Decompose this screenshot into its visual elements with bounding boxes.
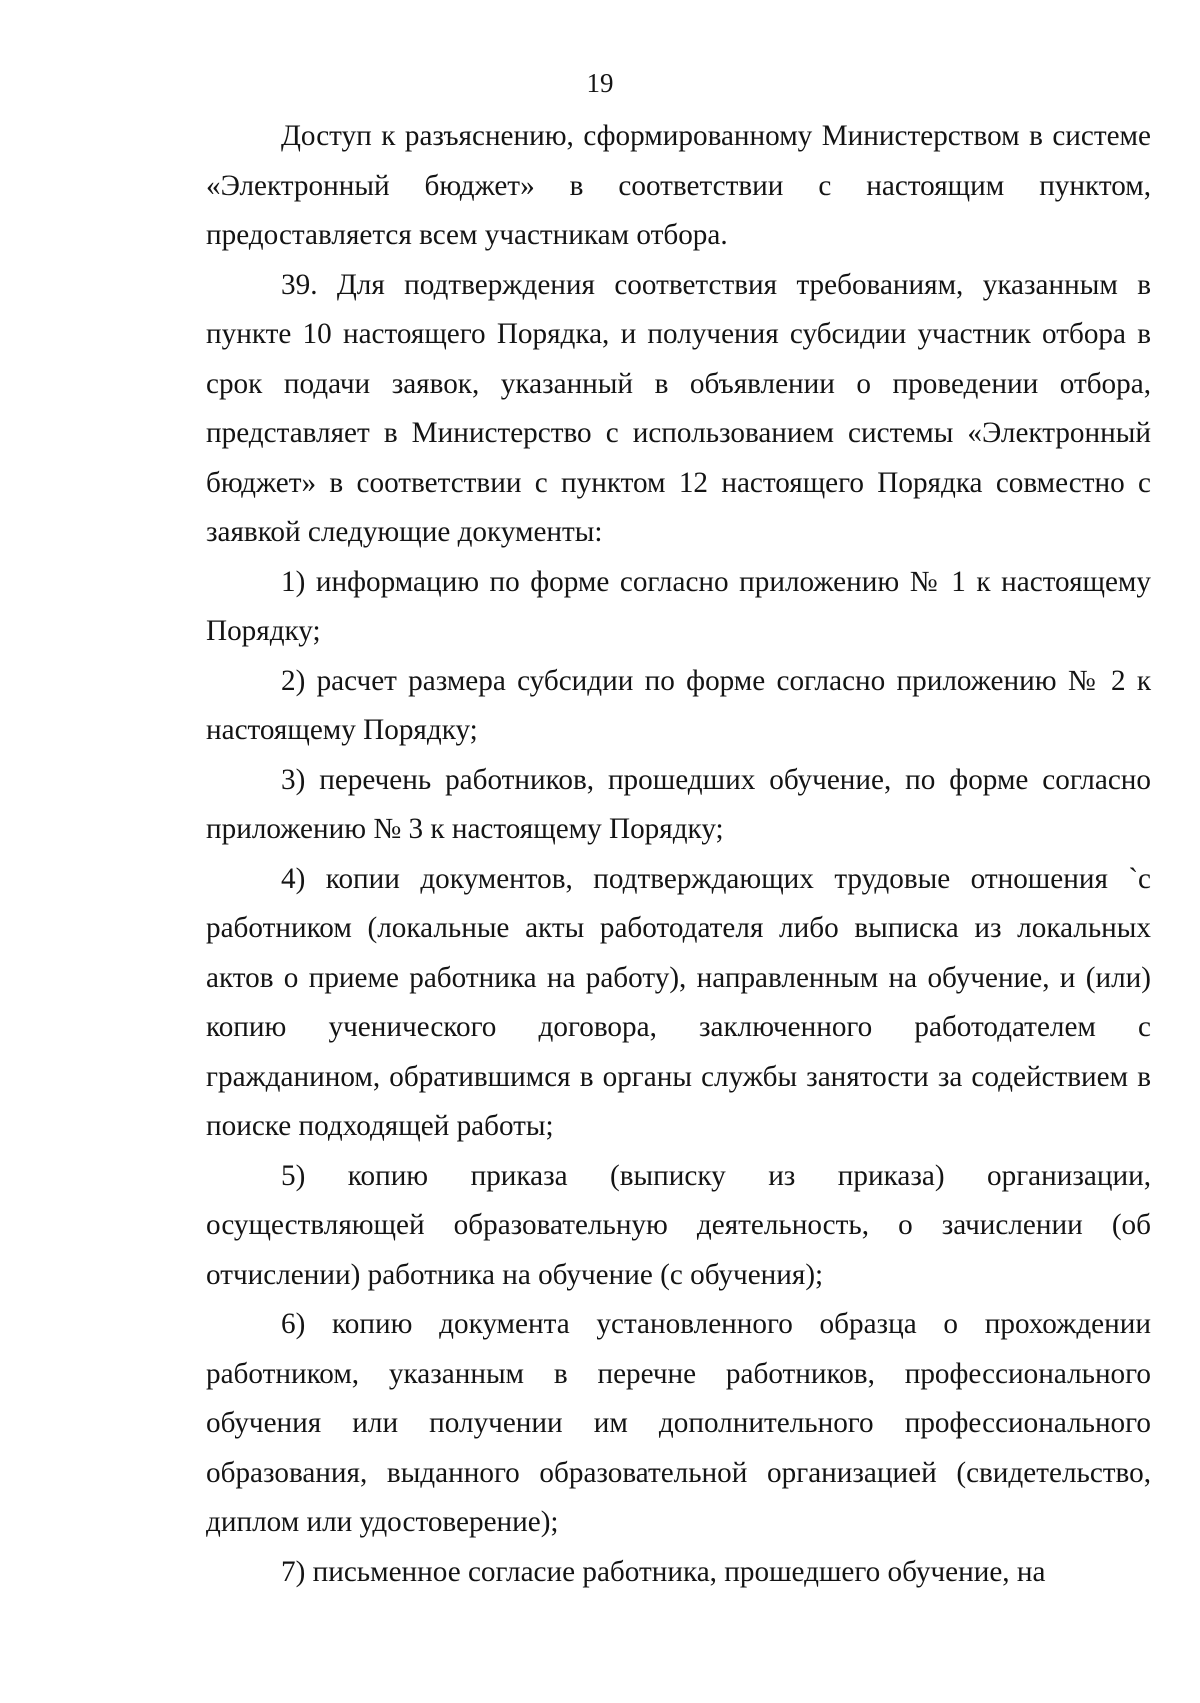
list-item-2: 2) расчет размера субсидии по форме согласно приложению № 2 к настоящему Порядку; xyxy=(206,664,1151,746)
list-item-6: 6) копию документа установленного образца о прохождении работником, указанным в перечне работников, профессионального обучения или получении им дополнительного профессионального образования, выданного образовательной организацией (свидетельство, диплом или удостоверение); xyxy=(206,1308,1151,1538)
paragraph-item-39: 39. Для подтверждения соответствия требованиям, указанным в пункте 10 настоящего Порядка, и получения субсидии участник отбора в срок подачи заявок, указанный в объявлении о проведении отбора, представляет в Министерство с использованием системы «Электронный бюджет» в соответствии с пунктом 12 настоящего Порядка совместно с заявкой следующие документы: xyxy=(206,268,1151,548)
list-item-3: 3) перечень работников, прошедших обучение, по форме согласно приложению № 3 к настоящему Порядку; xyxy=(206,763,1151,845)
list-item-5: 5) копию приказа (выписку из приказа) организации, осуществляющей образовательную деятельность, о зачислении (об отчислении) работника на обучение (с обучения); xyxy=(206,1159,1151,1291)
list-item-4: 4) копии документов, подтверждающих трудовые отношения `с работником (локальные акты работодателя либо выписка из локальных актов о приеме работника на работу), направленным на обучение, и (или) копию ученического договора, заключенного работодателем с гражданином, обратившимся в органы службы занятости за содействием в поиске подходящей работы; xyxy=(206,862,1151,1142)
document-body xyxy=(206,112,1151,1597)
paragraph-clarification-access: Доступ к разъяснению, сформированному Министерством в системе «Электронный бюджет» в соответствии с настоящим пунктом, предоставляется всем участникам отбора. xyxy=(206,120,1151,251)
list-item-7: 7) письменное согласие работника, прошедшего обучение, на xyxy=(281,1555,1046,1588)
page-number: 19 xyxy=(586,68,614,98)
list-item-1: 1) информацию по форме согласно приложению № 1 к настоящему Порядку; xyxy=(206,565,1151,647)
